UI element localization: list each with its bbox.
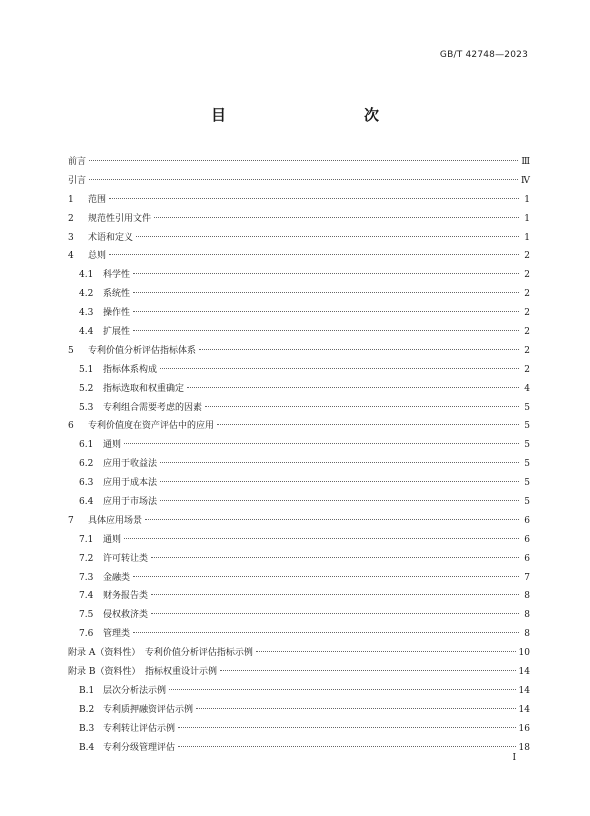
- toc-entry-page: 8: [524, 629, 530, 640]
- toc-entry[interactable]: [68, 550, 530, 569]
- toc-entry-label: 操作性: [103, 308, 131, 319]
- toc-entry-label: 通则: [103, 534, 122, 545]
- toc-entry-page: 2: [524, 251, 530, 262]
- toc-entry[interactable]: [68, 720, 530, 739]
- toc-entry-page: 16: [518, 723, 530, 734]
- toc-entry-number: 6.1: [79, 440, 94, 451]
- toc-entry-number: 5.1: [79, 364, 94, 375]
- toc-leader-dots: [89, 160, 518, 161]
- toc-leader-dots: [154, 217, 519, 218]
- toc-entry[interactable]: [68, 436, 530, 455]
- toc-entry-number: 5.3: [79, 402, 94, 413]
- toc-entry-label: 层次分析法示例: [103, 685, 167, 696]
- toc-entry-page: 14: [518, 685, 530, 696]
- toc-leader-dots: [136, 236, 519, 237]
- toc-entry-number: 6.3: [79, 478, 94, 489]
- toc-leader-dots: [187, 387, 519, 388]
- toc-leader-dots: [133, 311, 519, 312]
- toc-entry-label: 应用于成本法: [103, 478, 158, 489]
- toc-entry[interactable]: [68, 587, 530, 606]
- toc-entry-label: 附录 B（资料性） 指标权重设计示例: [68, 667, 217, 678]
- toc-entry-number: 6: [68, 421, 74, 432]
- toc-entry-label: 专利价值度在资产评估中的应用: [88, 421, 215, 432]
- toc-leader-dots: [133, 576, 519, 577]
- toc-entry-label: 扩展性: [103, 327, 131, 338]
- toc-leader-dots: [256, 651, 516, 652]
- toc-leader-dots: [109, 198, 519, 199]
- toc-entry-label: 具体应用场景: [88, 515, 143, 526]
- toc-leader-dots: [133, 273, 519, 274]
- toc-leader-dots: [217, 424, 519, 425]
- toc-entry-label: 财务报告类: [103, 591, 149, 602]
- toc-entry-number: B.4: [79, 742, 95, 753]
- toc-entry-page: 18: [518, 742, 530, 753]
- toc-entry[interactable]: [68, 285, 530, 304]
- toc-entry[interactable]: [68, 247, 530, 266]
- toc-entry-page: 1: [524, 232, 530, 243]
- toc-leader-dots: [169, 689, 516, 690]
- toc-entry-page: 1: [524, 194, 530, 205]
- toc-entry-label: 金融类: [103, 572, 131, 583]
- toc-leader-dots: [160, 462, 519, 463]
- toc-leader-dots: [160, 368, 519, 369]
- toc-entry[interactable]: [68, 417, 530, 436]
- toc-entry-number: 6.4: [79, 497, 94, 508]
- toc-entry[interactable]: [68, 455, 530, 474]
- toc-entry-number: 3: [68, 232, 74, 243]
- toc-entry-page: 5: [524, 421, 530, 432]
- toc-entry-label: 专利价值分析评估指标体系: [88, 345, 197, 356]
- toc-entry-number: 7.3: [79, 572, 94, 583]
- toc-entry[interactable]: [68, 531, 530, 550]
- toc-entry-label: 专利转让评估示例: [103, 723, 176, 734]
- toc-entry-label: 附录 A（资料性） 专利价值分析评估指标示例: [68, 648, 253, 659]
- toc-leader-dots: [124, 443, 519, 444]
- page-title: 目 次: [210, 106, 415, 124]
- toc-entry[interactable]: [68, 493, 530, 512]
- toc-entry-number: 7.4: [79, 591, 94, 602]
- toc-entry[interactable]: [68, 399, 530, 418]
- toc-entry-label: 指标体系构成: [103, 364, 158, 375]
- toc-entry-number: 7.2: [79, 553, 94, 564]
- toc-entry-label: 规范性引用文件: [88, 213, 152, 224]
- toc-entry-label: 管理类: [103, 629, 131, 640]
- toc-entry-page: 4: [524, 383, 530, 394]
- toc-entry-number: 6.2: [79, 459, 94, 470]
- toc-entry[interactable]: [68, 644, 530, 663]
- toc-entry-number: 7: [68, 515, 74, 526]
- toc-entry[interactable]: [68, 304, 530, 323]
- toc-entry-page: 7: [524, 572, 530, 583]
- toc-entry-number: 7.1: [79, 534, 94, 545]
- toc-entry-label: 前言: [68, 157, 87, 167]
- toc-entry-page: Ⅲ: [521, 157, 530, 167]
- toc-leader-dots: [178, 746, 516, 747]
- toc-entry-number: 7.5: [79, 610, 94, 621]
- toc-entry[interactable]: [68, 569, 530, 588]
- toc-entry[interactable]: [68, 323, 530, 342]
- toc-entry-page: 14: [518, 704, 530, 715]
- toc-entry-page: 1: [524, 213, 530, 224]
- toc-leader-dots: [151, 557, 519, 558]
- toc-leader-dots: [124, 538, 519, 539]
- toc-entry-number: 7.6: [79, 629, 94, 640]
- toc-entry-number: 1: [68, 194, 74, 205]
- toc-entry-page: 5: [524, 478, 530, 489]
- toc-leader-dots: [160, 500, 519, 501]
- toc-entry[interactable]: [68, 663, 530, 682]
- toc-leader-dots: [145, 519, 519, 520]
- toc-entry-label: 侵权救济类: [103, 610, 149, 621]
- toc-entry[interactable]: [68, 229, 530, 248]
- toc-entry-page: 2: [524, 364, 530, 375]
- toc-entry-number: 4.3: [79, 308, 94, 319]
- toc-entry[interactable]: [68, 172, 530, 191]
- toc-entry-number: 4: [68, 251, 74, 262]
- toc-entry[interactable]: [68, 606, 530, 625]
- toc-entry[interactable]: [68, 739, 530, 758]
- toc-leader-dots: [205, 406, 519, 407]
- toc-entry-number: B.2: [79, 704, 95, 715]
- toc-entry-page: 5: [524, 440, 530, 451]
- toc-entry-label: 专利分级管理评估: [103, 742, 176, 753]
- toc-entry-number: 4.1: [79, 270, 94, 281]
- toc-leader-dots: [199, 349, 519, 350]
- toc-entry[interactable]: [68, 191, 530, 210]
- toc-leader-dots: [151, 613, 519, 614]
- toc-entry-label: 通则: [103, 440, 122, 451]
- toc-entry-label: 范围: [88, 194, 107, 205]
- toc-entry[interactable]: [68, 682, 530, 701]
- toc-leader-dots: [133, 632, 519, 633]
- toc-entry-label: 系统性: [103, 289, 131, 300]
- toc-entry-number: 4.4: [79, 327, 94, 338]
- toc-entry[interactable]: [68, 625, 530, 644]
- toc-entry-page: 6: [524, 553, 530, 564]
- toc-entry-page: 14: [518, 667, 530, 678]
- toc-entry-page: 5: [524, 459, 530, 470]
- toc-entry-number: B.1: [79, 685, 95, 696]
- toc-entry-page: 10: [518, 648, 530, 659]
- toc-entry-label: 专利质押融资评估示例: [103, 704, 194, 715]
- toc-entry-number: 2: [68, 213, 74, 224]
- toc-entry-label: 应用于收益法: [103, 459, 158, 470]
- toc-entry-number: 4.2: [79, 289, 94, 300]
- toc-entry[interactable]: [68, 210, 530, 229]
- toc-entry-label: 科学性: [103, 270, 131, 281]
- table-of-contents: [68, 153, 530, 758]
- toc-leader-dots: [109, 254, 519, 255]
- toc-entry-page: 6: [524, 534, 530, 545]
- toc-entry-page: 2: [524, 345, 530, 356]
- toc-entry-page: 5: [524, 497, 530, 508]
- toc-leader-dots: [89, 179, 518, 180]
- toc-leader-dots: [133, 292, 519, 293]
- toc-entry-label: 总则: [88, 251, 107, 262]
- toc-entry-page: Ⅳ: [521, 175, 530, 186]
- toc-entry-label: 应用于市场法: [103, 497, 158, 508]
- toc-entry-label: 专利组合需要考虑的因素: [103, 402, 203, 413]
- toc-entry-page: 2: [524, 327, 530, 338]
- toc-entry-page: 6: [524, 515, 530, 526]
- page-number: Ⅰ: [512, 753, 516, 763]
- toc-entry[interactable]: [68, 380, 530, 399]
- toc-entry-number: B.3: [79, 723, 95, 734]
- toc-leader-dots: [133, 330, 519, 331]
- toc-entry[interactable]: [68, 266, 530, 285]
- toc-entry-label: 许可转让类: [103, 553, 149, 564]
- toc-entry-page: 8: [524, 610, 530, 621]
- toc-entry[interactable]: [68, 701, 530, 720]
- toc-entry-page: 2: [524, 308, 530, 319]
- toc-entry-page: 2: [524, 289, 530, 300]
- toc-entry[interactable]: [68, 342, 530, 361]
- toc-entry-label: 术语和定义: [88, 232, 134, 243]
- toc-leader-dots: [220, 670, 516, 671]
- toc-entry[interactable]: [68, 361, 530, 380]
- toc-entry-page: 2: [524, 270, 530, 281]
- toc-entry-page: 8: [524, 591, 530, 602]
- toc-entry-number: 5.2: [79, 383, 94, 394]
- toc-entry[interactable]: [68, 153, 530, 172]
- toc-entry[interactable]: [68, 474, 530, 493]
- toc-leader-dots: [178, 727, 516, 728]
- toc-leader-dots: [151, 594, 519, 595]
- toc-entry-page: 5: [524, 402, 530, 413]
- standard-code: GB/T 42748—2023: [439, 50, 528, 60]
- toc-entry-number: 5: [68, 345, 74, 356]
- toc-leader-dots: [196, 708, 516, 709]
- toc-entry-label: 引言: [68, 175, 87, 186]
- toc-entry-label: 指标选取和权重确定: [103, 383, 185, 394]
- toc-entry[interactable]: [68, 512, 530, 531]
- toc-leader-dots: [160, 481, 519, 482]
